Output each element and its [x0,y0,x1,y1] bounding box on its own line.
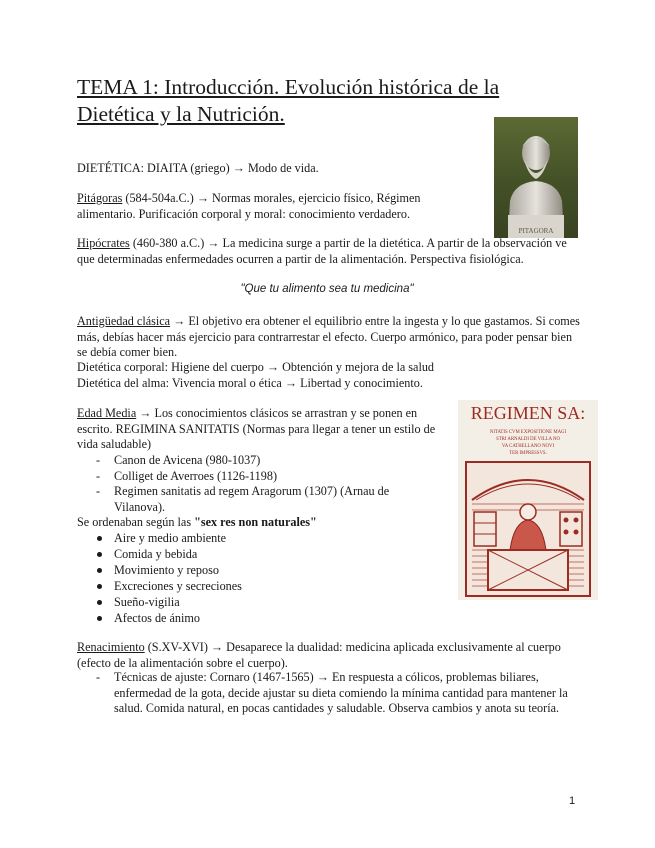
page-number: 1 [569,795,576,807]
sex-res-list [77,530,417,626]
svg-text:STRI ARNALDI DE VILLA NO: STRI ARNALDI DE VILLA NO [496,437,560,442]
hipocrates-quote: "Que tu alimento sea tu medicina" [240,283,414,295]
regimen-sanitatis-book-image [458,400,598,600]
edad-media-text: → Los conocimientos clásicos se arrastran y se ponen en escrito. REGIMINA SANITATIS (Normas para llegar a tener un estilo de vida saludable) [77,406,436,451]
list-item: - Regimen sanitatis ad regem Aragorum (1307) (Arnau de Vilanova). [77,484,417,515]
list-item: Comida y bebida [77,546,417,562]
dietetica-corporal: Dietética corporal: Higiene del cuerpo → Obtención y mejora de la salud [77,360,435,374]
pitagoras-name: Pitágoras [77,191,123,205]
svg-text:VA CATHELLANO NOVI: VA CATHELLANO NOVI [501,444,555,449]
list-item: Sueño-vigilia [77,594,417,610]
list-item: - Técnicas de ajuste: Cornaro (1467-1565) → En respuesta a cólicos, problemas biliares, enfermedad de la gota, decide ajustar su dieta comiendo la mínima cantidad para mantener la salud. Comida natural, en pocas cantidades y saludable. Observa cambios y anota su teoría. [77,670,577,717]
svg-text:TER IMPRESSVS.: TER IMPRESSVS. [509,451,547,456]
renacimiento-list [77,670,577,717]
arrow-icon: → [229,161,248,175]
list-item: Aire y medio ambiente [77,530,417,546]
renacimiento-paragraph [77,640,567,671]
antiguedad-name: Antigüedad clásica [77,314,171,328]
dietetica-definition [77,161,497,177]
svg-text:REGIMEN SA:: REGIMEN SA: [470,403,586,423]
antiguedad-paragraph [77,314,580,361]
list-item: - Colliget de Averroes (1126-1198) [77,469,417,485]
edad-media-works-list [77,453,417,515]
list-item: Afectos de ánimo [77,610,417,626]
edad-media-name: Edad Media [77,406,137,420]
sex-res-pre: Se ordenaban según las [77,515,195,529]
renacimiento-text: (S.XV-XVI) → Desaparece la dualidad: medicina aplicada exclusivamente al cuerpo (efecto de la alimentación sobre el cuerpo). [77,640,561,670]
dietetica-label: DIETÉTICA: DIAITA (griego) [77,161,230,175]
sex-res-bold: "sex res non naturales" [194,515,317,529]
sex-res-intro [77,515,457,531]
svg-text:PITAGORA: PITAGORA [518,227,554,235]
edad-media-paragraph [77,406,447,453]
pitagoras-text: (584-504a.C.) → Normas morales, ejercicio físico, Régimen alimentario. Purificación corporal y moral: conocimiento verdadero. [77,191,421,221]
page-title: TEMA 1: Introducción. Evolución histórica de la Dietética y la Nutrición. [77,75,500,126]
pitagoras-paragraph [77,191,457,222]
hipocrates-name: Hipócrates [77,236,130,250]
dietetica-alma: Dietética del alma: Vivencia moral o ética → Libertad y conocimiento. [77,376,423,390]
antiguedad-text: → El objetivo era obtener el equilibrio entre la ingesta y lo que gastamos. Si comes más, debías hacer más ejercicio para contrarrestar el efecto. Cuerpo armónico, para poder pensar bien se debía comer bien. [77,314,580,359]
hipocrates-text: (460-380 a.C.) → La medicina surge a partir de la dietética. A partir de la observación ve que determinadas enfermedades ocurren a partir de la alimentación. Perspectiva fisiológica. [77,236,567,266]
list-item: Excreciones y secreciones [77,578,417,594]
pythagoras-bust-image [494,117,578,238]
svg-text:NITATIS CVM EXPOSITIONE MAGI: NITATIS CVM EXPOSITIONE MAGI [489,430,567,435]
hipocrates-paragraph [77,236,577,267]
renacimiento-name: Renacimiento [77,640,145,654]
dietetica-text: Modo de vida. [247,161,319,175]
list-item: Movimiento y reposo [77,562,417,578]
list-item: - Canon de Avicena (980-1037) [77,453,417,469]
